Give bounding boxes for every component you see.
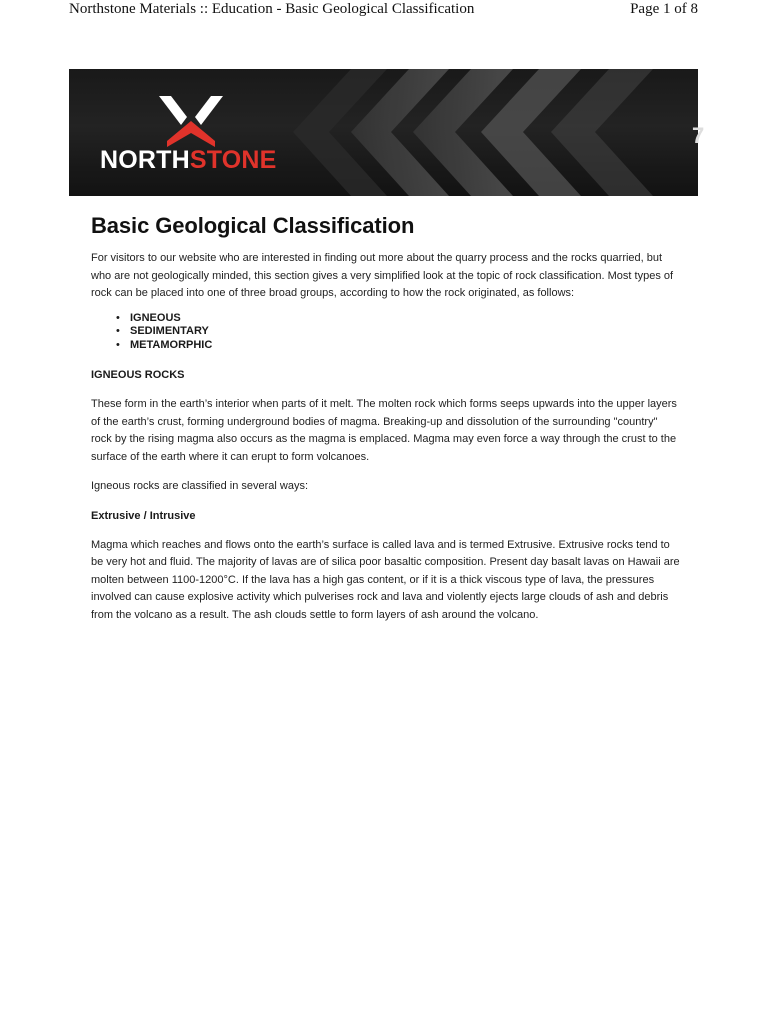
list-item: • METAMORPHIC [116,339,681,353]
northstone-banner [69,69,705,196]
page-header [69,0,698,23]
wordmark-stone: STONE [189,146,277,174]
igneous-paragraph-2: Igneous rocks are classified in several ways: [91,480,309,492]
igneous-paragraph-1: These form in the earth’s interior when parts of it melt. The molten rock which forms seeps upwards into the upper layers of the earth’s crust, forming underground bodies of magma. Breaking-up and dissolution of the surrounding "country" rock by the rising magma also occurs as the magma is emplaced. Magma may even force a way through the crust to the surface of the earth where it can erupt to form volcanoes. [91,398,677,463]
extrusive-paragraph: Magma which reaches and flows onto the earth’s surface is called lava and is termed Extrusive. Extrusive rocks tend to be very hot and fluid. The majority of lavas are of silica poor basaltic composition. Present day basalt lavas on Hawaii are molten between 1100-1200°C. If the lava has a high gas content, or if it is a thick viscous type of lava, the pressures involved can cause explosive activity which pulverises rock and lava and violently ejects large clouds of ash and debris from the volcano as a result. The ash clouds settle to form layers of ash around the volcano. [91,538,680,621]
extrusive-intrusive-heading: Extrusive / Intrusive [91,509,196,522]
document-title: Northstone Materials :: Education - Basic Geological Classification [69,1,475,17]
wordmark-north: NORTH [100,146,190,174]
northstone-wordmark [100,148,277,173]
rock-groups-list [91,312,681,353]
page-indicator: Page 1 of 8 [630,1,698,17]
igneous-heading: IGNEOUS ROCKS [91,369,185,381]
intro-paragraph: For visitors to our website who are interested in finding out more about the quarry process and the rocks quarried, but who are not geologically minded, this section gives a very simplified look at the topic of rock classification. Most types of rock can be placed into one of three broad groups, according to how the rock originated, as follows: [91,252,674,299]
article-content [91,212,681,624]
page-title: Basic Geological Classification [91,213,415,238]
list-item: • IGNEOUS [116,312,681,326]
banner-edge-glyph: 7 [692,123,705,148]
list-item: • SEDIMENTARY [116,325,681,339]
